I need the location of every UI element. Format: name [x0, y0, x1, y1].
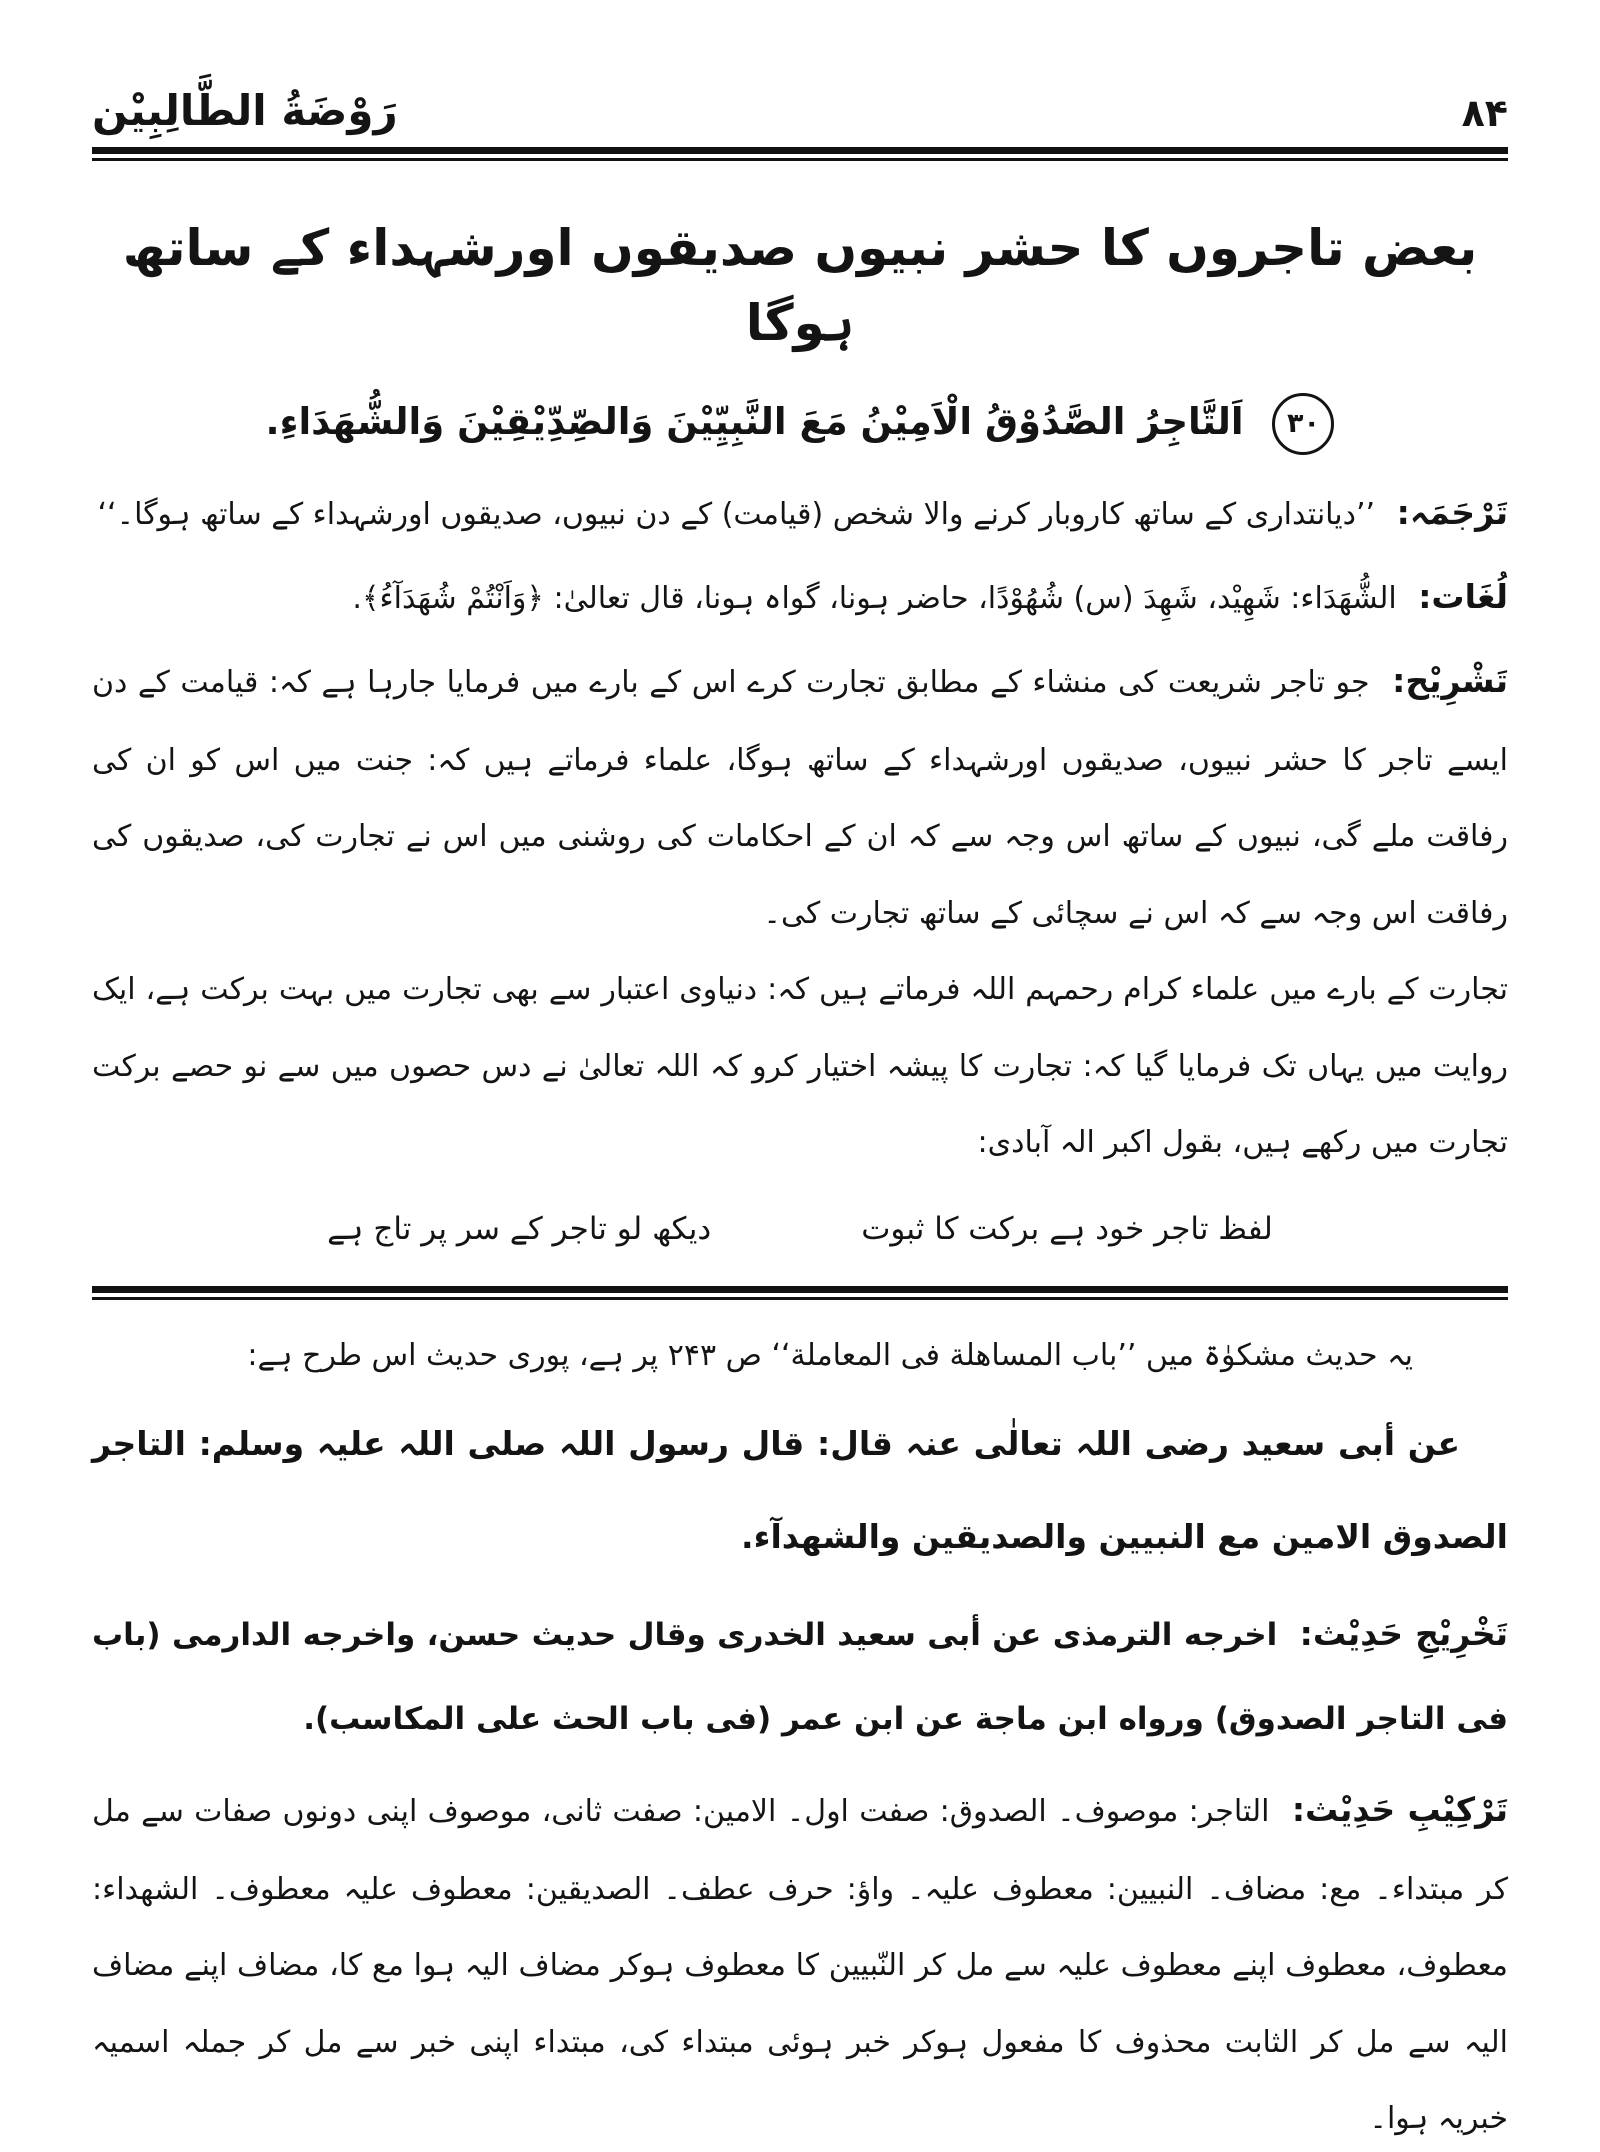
header-rule — [92, 147, 1508, 161]
page-header — [92, 0, 1508, 135]
tarkeeb-label: تَرْكِيْبِ حَدِيْث: — [1291, 1789, 1508, 1829]
tarjama-text: ’’دیانتداری کے ساتھ کاروبار کرنے والا شخص (قیامت) کے دن نبیوں، صدیقوں اورشہداء کے ساتھ ہوگا۔‘‘ — [97, 496, 1376, 532]
tarjama-label: تَرْجَمَہ: — [1396, 492, 1508, 532]
mishkat-note: یہ حدیث مشکوٰۃ میں ’’باب المساهلة فی المعاملة‘‘ ص ۲۴۳ پر ہے، پوری حدیث اس طرح ہے: — [247, 1337, 1413, 1373]
lughat-label: لُغَات: — [1418, 576, 1508, 616]
hadith-arabic-text: اَلتَّاجِرُ الصَّدُوْقُ الْاَمِيْنُ مَعَ النَّبِيِّيْنَ وَالصِّدِّيْقِيْنَ وَالشُّهَدَاءِ. — [265, 400, 1244, 443]
takhrij-paragraph — [92, 1589, 1508, 1762]
couplet — [92, 1202, 1508, 1258]
takhrij-label: تَخْرِيْجِ حَدِيْث: — [1299, 1614, 1508, 1653]
commentary-paragraph: تجارت کے بارے میں علماء کرام رحمہم اللہ فرماتے ہیں کہ: دنیاوی اعتبار سے بھی تجارت میں بہت برکت ہے، ایک روایت میں یہاں تک فرمایا گیا کہ: تجارت کا پیشہ اختیار کرو کہ اللہ تعالیٰ نے دس حصوں میں سے نو حصے برکت تجارت میں رکھے ہیں، بقول اکبر الہ آبادی: — [92, 972, 1508, 1161]
lughat-paragraph — [92, 555, 1508, 639]
section-rule — [92, 1286, 1508, 1300]
tashreeh-label: تَشْرِيْح: — [1392, 660, 1508, 700]
lughat-text: الشُّهَدَاء: شَهِيْد، شَهِدَ (س) شُهُوْدًا، حاضر ہونا، گواہ ہونا، قال تعالیٰ: ﴿وَاَنْتُمْ شُهَدَآءُ﴾. — [352, 580, 1397, 616]
tashreeh-paragraph — [92, 639, 1508, 953]
chapter-heading: بعض تاجروں کا حشر نبیوں صدیقوں اورشہداء کے ساتھ ہوگا — [122, 219, 1478, 352]
tashreeh-text: جو تاجر شریعت کی منشاء کے مطابق تجارت کرے اس کے بارے میں فرمایا جارہا ہے کہ: قیامت کے دن ایسے تاجر کا حشر نبیوں، صدیقوں اورشہداء کے ساتھ ہوگا، علماء فرماتے ہیں کہ: جنت میں اس کو ان کی رفاقت ملے گی، نبیوں کے ساتھ اس وجہ سے کہ ان کے احکامات کی روشنی میں اس نے تجارت کی، صدیقوں کی رفاقت اس وجہ سے کہ اس نے سچائی کے ساتھ تجارت کی۔ — [92, 664, 1508, 931]
book-title: رَوْضَةُ الطَّالِبِيْن — [92, 86, 398, 135]
tarkeeb-paragraph — [92, 1768, 1508, 2152]
full-hadith-arabic: عن أبی سعید رضی اللہ تعالٰی عنہ قال: قال رسول اللہ صلی اللہ علیہ وسلم: التاجر الصدوق الامین مع النبیین والصدیقین والشهدآء. — [92, 1424, 1508, 1556]
takhrij-text: اخرجه الترمذی عن أبی سعید الخدری وقال حدیث حسن، واخرجه الدارمی (باب فی التاجر الصدوق) ورواه ابن ماجة عن ابن عمر (فی باب الحث علی المکاسب). — [92, 1617, 1508, 1738]
tarkeeb-text: التاجر: موصوف۔ الصدوق: صفت اول۔ الامین: صفت ثانی، موصوف اپنی دونوں صفات سے مل کر مبتداء۔ مع: مضاف۔ النبیین: معطوف علیہ۔ واؤ: حرف عطف۔ الصدیقین: معطوف علیہ معطوف۔ الشهداء: معطوف، معطوف اپنے معطوف علیہ سے مل کر النّبیین کا معطوف ہوکر مضاف الیہ ہوا مع کا، مضاف اپنے مضاف الیہ سے مل کر الثابت محذوف کا مفعول ہوکر خبر ہوئی مبتداء کی، مبتداء اپنی خبر سے مل کر جملہ اسمیہ خبریہ ہوا۔ — [92, 1793, 1508, 2137]
page-number: ۸۴ — [1461, 91, 1508, 135]
hadith-line — [92, 391, 1508, 455]
couplet-first-hemistich: لفظ تاجر خود ہے برکت کا ثبوت — [861, 1210, 1273, 1247]
hadith-number-badge: ۳۰ — [1272, 393, 1334, 455]
couplet-second-hemistich: دیکھ لو تاجر کے سر پر تاج ہے — [327, 1210, 712, 1247]
tarjama-paragraph — [92, 471, 1508, 555]
